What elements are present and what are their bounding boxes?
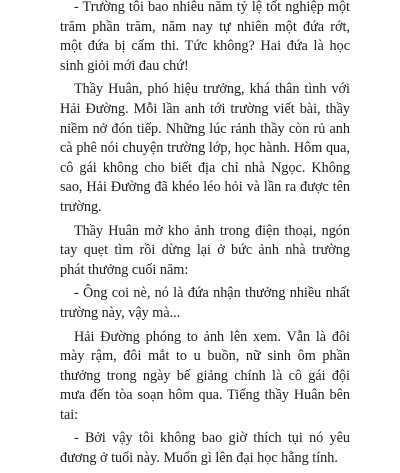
paragraph: Thầy Huân, phó hiệu trưởng, khá thân tình với Hải Đường. Mỗi lần anh tới trường viết bài, thầy niềm nở đón tiếp. Những lúc rảnh thầy còn rủ anh cà phê nói chuyện trường lớp, học hành. Hôm qua, cô gái không cho biết địa chỉ nhà Ngọc. Không sao, Hải Đường đã khéo léo hỏi và lần ra được tên trường. [60, 81, 350, 215]
body-text [60, 0, 350, 473]
paragraph: Hải Đường phóng to ảnh lên xem. Vẫn là đôi mày rậm, đôi mắt to u buồn, nữ sinh ôm phần thưởng trong ngày bế giảng chính là cô gái đội mưa đến tòa soạn hôm qua. Tiếng thầy Huân bên tai: [60, 328, 350, 423]
paragraph: - Ông coi nè, nó là đứa nhận thưởng nhiều nhất trường này, vậy mà... [60, 285, 350, 321]
paragraph: Thầy Huân mở kho ảnh trong điện thoại, ngón tay quẹt tìm rồi dừng lại ở bức ảnh nhà trường phát thưởng cuối năm: [60, 222, 350, 278]
paragraph: - Bởi vậy tôi không bao giờ thích tụi nó yêu đương ở tuổi này. Muốn gì lên đại học hẵng tính. [60, 430, 350, 467]
paragraph: - Trường tôi bao nhiêu năm tỷ lệ tốt nghiệp một trăm phần trăm, năm nay tự nhiên một đứa rớt, một đứa bị cấm thi. Tức không? Hai đứa là học sinh giỏi mới đau chứ! [60, 0, 350, 74]
